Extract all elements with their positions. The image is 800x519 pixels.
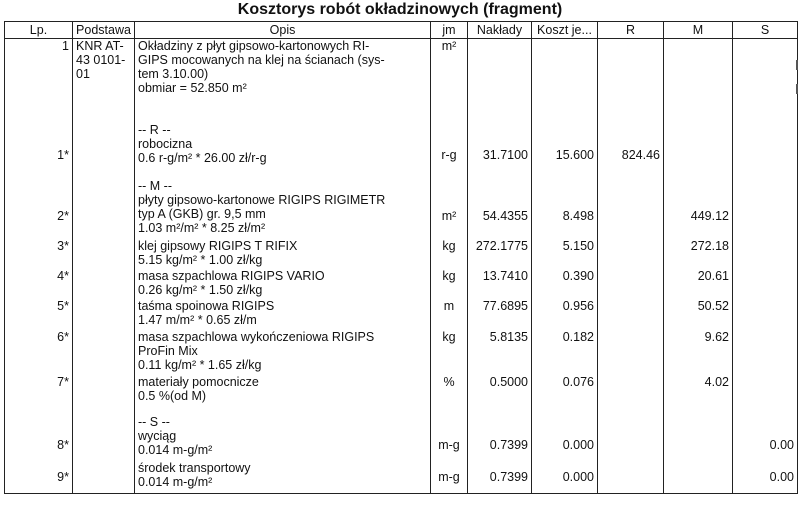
- row-naklady: 0.7399: [468, 461, 532, 494]
- row-jm: kg: [431, 330, 468, 375]
- header-naklady: Nakłady: [468, 22, 532, 39]
- row-lp: 8*: [5, 429, 73, 461]
- opis-line: obmiar = 52.850 m²: [138, 81, 247, 95]
- opis-line: 0.014 m-g/m²: [138, 474, 213, 489]
- header-r: R: [598, 22, 664, 39]
- row-jm: kg: [431, 269, 468, 299]
- row-r: 824.46: [598, 137, 664, 173]
- opis-line: taśma spoinowa RIGIPS: [138, 298, 275, 313]
- row-opis: [135, 269, 431, 299]
- position-lp: 1: [5, 39, 73, 123]
- row-s: [733, 269, 798, 299]
- row-koszt: 0.182: [532, 330, 598, 375]
- row-m: 20.61: [664, 269, 733, 299]
- row-lp: 1*: [5, 137, 73, 173]
- row-koszt: 0.076: [532, 375, 598, 409]
- position-jm: m²: [431, 39, 468, 123]
- row-r: [598, 269, 664, 299]
- row-opis: [135, 137, 431, 173]
- opis-line: Okładziny z płyt gipsowo-kartonowych RI-: [138, 39, 370, 53]
- opis-line: GIPS mocowanych na klej na ścianach (sys-: [138, 53, 385, 67]
- row-naklady: 13.7410: [468, 269, 532, 299]
- table-row: [5, 137, 798, 173]
- table-row: [5, 269, 798, 299]
- row-lp: 4*: [5, 269, 73, 299]
- row-koszt: 8.498: [532, 193, 598, 239]
- section-label-r: -- R --: [135, 123, 431, 137]
- row-koszt: 0.956: [532, 299, 598, 330]
- row-m: [664, 429, 733, 461]
- opis-line: tem 3.10.00): [138, 67, 209, 81]
- row-opis: [135, 299, 431, 330]
- podstawa-line: KNR AT-: [76, 39, 124, 53]
- row-r: [598, 330, 664, 375]
- row-jm: m-g: [431, 429, 468, 461]
- row-r: [598, 193, 664, 239]
- podstawa-line: 01: [76, 67, 90, 81]
- row-m: [664, 137, 733, 173]
- opis-line: 0.5 %(od M): [138, 388, 207, 403]
- row-opis: [135, 461, 431, 494]
- row-lp: 6*: [5, 330, 73, 375]
- row-opis: [135, 193, 431, 239]
- table-row: [5, 193, 798, 239]
- row-jm: r-g: [431, 137, 468, 173]
- row-naklady: 5.8135: [468, 330, 532, 375]
- row-opis: [135, 330, 431, 375]
- row-jm: m²: [431, 193, 468, 239]
- opis-line: płyty gipsowo-kartonowe RIGIPS RIGIMETR: [138, 192, 386, 207]
- row-koszt: 0.000: [532, 461, 598, 494]
- row-opis: [135, 429, 431, 461]
- row-m: 9.62: [664, 330, 733, 375]
- header-podstawa: Podstawa: [73, 22, 135, 39]
- podstawa-line: 43 0101-: [76, 53, 126, 67]
- row-r: [598, 429, 664, 461]
- header-m: M: [664, 22, 733, 39]
- table-row: [5, 461, 798, 494]
- table-row: [5, 299, 798, 330]
- header-row: [5, 22, 798, 39]
- row-naklady: 0.5000: [468, 375, 532, 409]
- position-podstawa: [73, 39, 135, 123]
- opis-line: 0.26 kg/m² * 1.50 zł/kg: [138, 282, 263, 297]
- row-jm: kg: [431, 239, 468, 269]
- row-jm: m-g: [431, 461, 468, 494]
- row-m: 272.18: [664, 239, 733, 269]
- table-row: [5, 429, 798, 461]
- header-lp: Lp.: [5, 22, 73, 39]
- row-koszt: 5.150: [532, 239, 598, 269]
- row-opis: [135, 375, 431, 409]
- estimate-table: [4, 21, 798, 494]
- position-row: [5, 39, 798, 123]
- row-naklady: 31.7100: [468, 137, 532, 173]
- opis-line: 5.15 kg/m² * 1.00 zł/kg: [138, 252, 263, 267]
- row-opis: [135, 239, 431, 269]
- row-s: [733, 239, 798, 269]
- section-label-s: -- S --: [135, 409, 431, 429]
- row-koszt: 15.600: [532, 137, 598, 173]
- row-lp: 9*: [5, 461, 73, 494]
- row-lp: 2*: [5, 193, 73, 239]
- section-row: [5, 123, 798, 137]
- opis-line: robocizna: [138, 136, 193, 151]
- opis-line: 1.03 m²/m² * 8.25 zł/m²: [138, 220, 266, 235]
- row-r: [598, 299, 664, 330]
- row-naklady: 0.7399: [468, 429, 532, 461]
- table-row: [5, 239, 798, 269]
- position-opis: [135, 39, 431, 123]
- row-naklady: 272.1775: [468, 239, 532, 269]
- row-s: 0.00: [733, 429, 798, 461]
- opis-line: masa szpachlowa RIGIPS VARIO: [138, 268, 325, 283]
- section-label-m: -- M --: [135, 173, 431, 193]
- header-opis: Opis: [135, 22, 431, 39]
- row-m: 449.12: [664, 193, 733, 239]
- row-koszt: 0.390: [532, 269, 598, 299]
- row-s: [733, 193, 798, 239]
- row-s: [733, 375, 798, 409]
- opis-line: ProFin Mix: [138, 343, 198, 358]
- row-m: 50.52: [664, 299, 733, 330]
- row-s: [733, 330, 798, 375]
- row-r: [598, 239, 664, 269]
- header-jm: jm: [431, 22, 468, 39]
- document-title: Kosztorys robót okładzinowych (fragment): [237, 1, 563, 18]
- row-r: [598, 461, 664, 494]
- section-row: [5, 409, 798, 429]
- header-s: S: [733, 22, 798, 39]
- table-row: [5, 375, 798, 409]
- row-lp: 3*: [5, 239, 73, 269]
- opis-line: materiały pomocnicze: [138, 374, 259, 389]
- row-lp: 7*: [5, 375, 73, 409]
- opis-line: środek transportowy: [138, 460, 251, 475]
- section-row: [5, 173, 798, 193]
- table-row: [5, 330, 798, 375]
- row-jm: m: [431, 299, 468, 330]
- opis-line: wyciąg: [138, 428, 177, 443]
- opis-line: masa szpachlowa wykończeniowa RIGIPS: [138, 329, 375, 344]
- row-lp: 5*: [5, 299, 73, 330]
- opis-line: 0.11 kg/m² * 1.65 zł/kg: [138, 357, 262, 372]
- opis-line: 0.014 m-g/m²: [138, 442, 213, 457]
- row-jm: %: [431, 375, 468, 409]
- opis-line: 1.47 m/m² * 0.65 zł/m: [138, 312, 257, 327]
- row-naklady: 54.4355: [468, 193, 532, 239]
- row-naklady: 77.6895: [468, 299, 532, 330]
- opis-line: 0.6 r-g/m² * 26.00 zł/r-g: [138, 150, 267, 165]
- row-s: [733, 137, 798, 173]
- row-s: [733, 299, 798, 330]
- opis-line: typ A (GKB) gr. 9,5 mm: [138, 206, 266, 221]
- opis-line: klej gipsowy RIGIPS T RIFIX: [138, 238, 298, 253]
- header-koszt: Koszt je...: [532, 22, 598, 39]
- row-r: [598, 375, 664, 409]
- row-s: 0.00: [733, 461, 798, 494]
- row-m: 4.02: [664, 375, 733, 409]
- row-koszt: 0.000: [532, 429, 598, 461]
- scrollbar-marks: [796, 60, 798, 108]
- row-m: [664, 461, 733, 494]
